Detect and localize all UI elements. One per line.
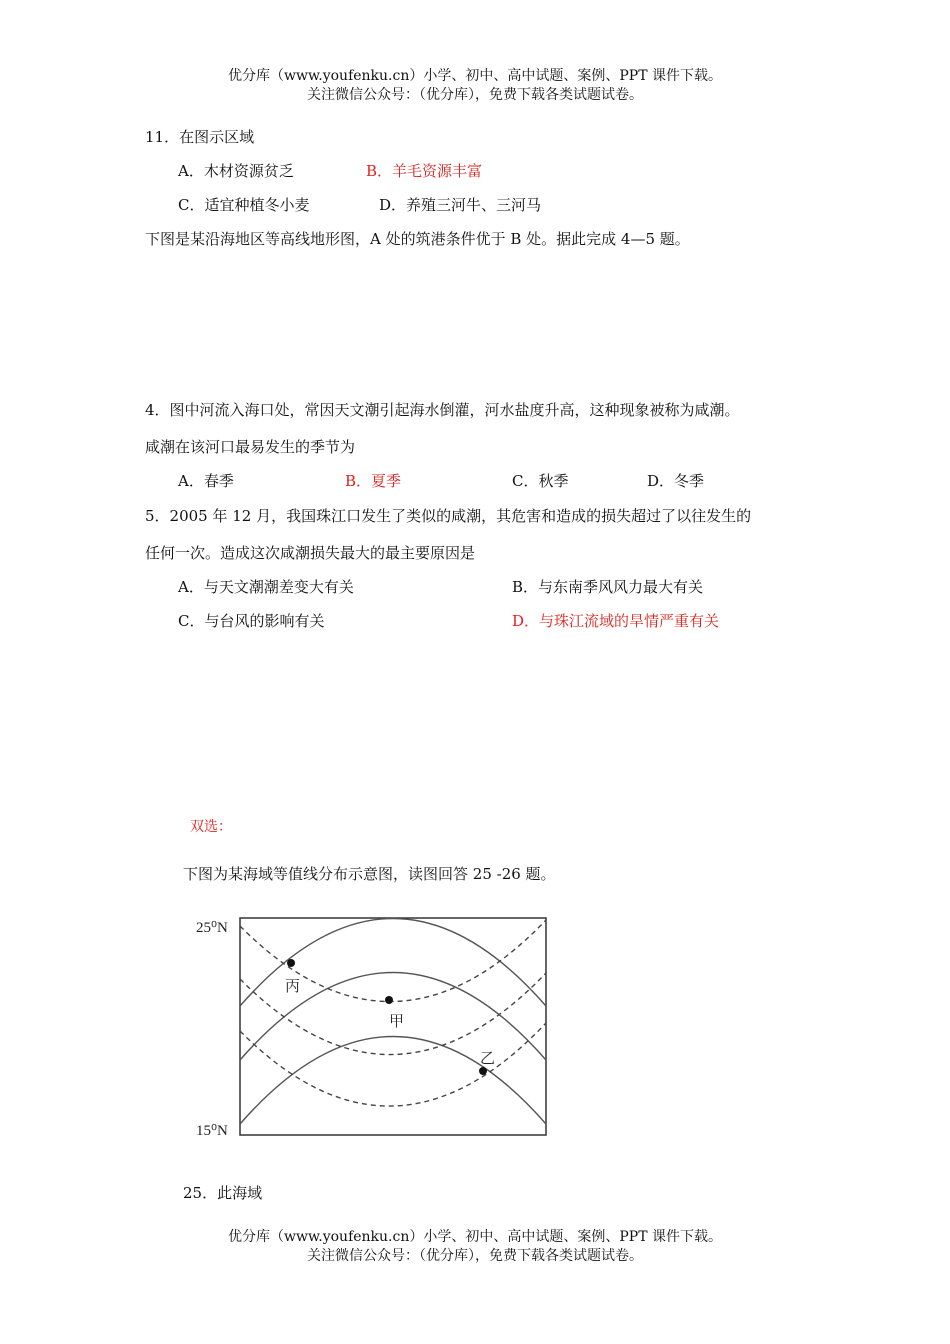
q5-option-d-answer: D．与珠江流域的旱情严重有关 [512, 612, 720, 630]
q11-option-d: D．养殖三河牛、三河马 [379, 196, 542, 214]
q5-option-b: B．与东南季风风力最大有关 [512, 578, 704, 596]
intro-25-26: 下图为某海域等值线分布示意图，读图回答 25 -26 题。 [183, 865, 556, 883]
header-line-1: 优分库（www.youfenku.cn）小学、初中、高中试题、案例、PPT 课件下载。 [227, 68, 722, 84]
q4-stem-line-2: 咸潮在该河口最易发生的季节为 [145, 438, 356, 456]
dashed-isoline-3 [240, 1023, 546, 1106]
intro-4-5: 下图是某沿海地区等高线地形图，A 处的筑港条件优于 B 处。据此完成 4—5 题。 [145, 230, 690, 248]
point-yi-dot [479, 1067, 487, 1075]
lat-top-label: 25⁰N [196, 920, 228, 936]
point-jia-dot [385, 996, 393, 1004]
q4-option-d: D．冬季 [647, 472, 705, 490]
point-bing-label: 丙 [285, 977, 301, 995]
q5-stem-line-1: 5．2005 年 12 月，我国珠江口发生了类似的咸潮，其危害和造成的损失超过了以往发生的 [145, 507, 752, 525]
q5-option-a: A．与天文潮潮差变大有关 [178, 578, 354, 596]
q11-option-a: A．木材资源贫乏 [178, 162, 294, 180]
footer-line-1: 优分库（www.youfenku.cn）小学、初中、高中试题、案例、PPT 课件下载。 [227, 1229, 722, 1245]
point-bing-dot [287, 959, 295, 967]
q5-option-c: C．与台风的影响有关 [178, 612, 325, 630]
footer-line-2: 关注微信公众号：（优分库），免费下载各类试题试卷。 [307, 1248, 643, 1264]
q5-stem-line-2: 任何一次。造成这次咸潮损失最大的最主要原因是 [145, 544, 476, 562]
q11-option-c: C．适宜种植冬小麦 [178, 196, 310, 214]
q11-option-b-answer: B．羊毛资源丰富 [366, 162, 483, 180]
double-choice-label: 双选： [190, 819, 232, 835]
lat-bottom-label: 15⁰N [196, 1123, 228, 1139]
q4-option-a: A．春季 [178, 472, 234, 490]
q25-stem: 25．此海域 [183, 1184, 263, 1202]
header-line-2: 关注微信公众号：（优分库），免费下载各类试题试卷。 [307, 87, 643, 103]
point-jia-label: 甲 [389, 1012, 405, 1030]
point-yi-label: 乙 [480, 1049, 496, 1067]
q4-stem-line-1: 4．图中河流入海口处，常因天文潮引起海水倒灌，河水盐度升高，这种现象被称为咸潮。 [145, 401, 740, 419]
q11-stem: 11．在图示区域 [145, 128, 255, 146]
isoline-map [190, 905, 560, 1145]
q4-option-b-answer: B．夏季 [345, 472, 402, 490]
q4-option-c: C．秋季 [512, 472, 569, 490]
solid-isoline-3 [240, 1037, 546, 1125]
